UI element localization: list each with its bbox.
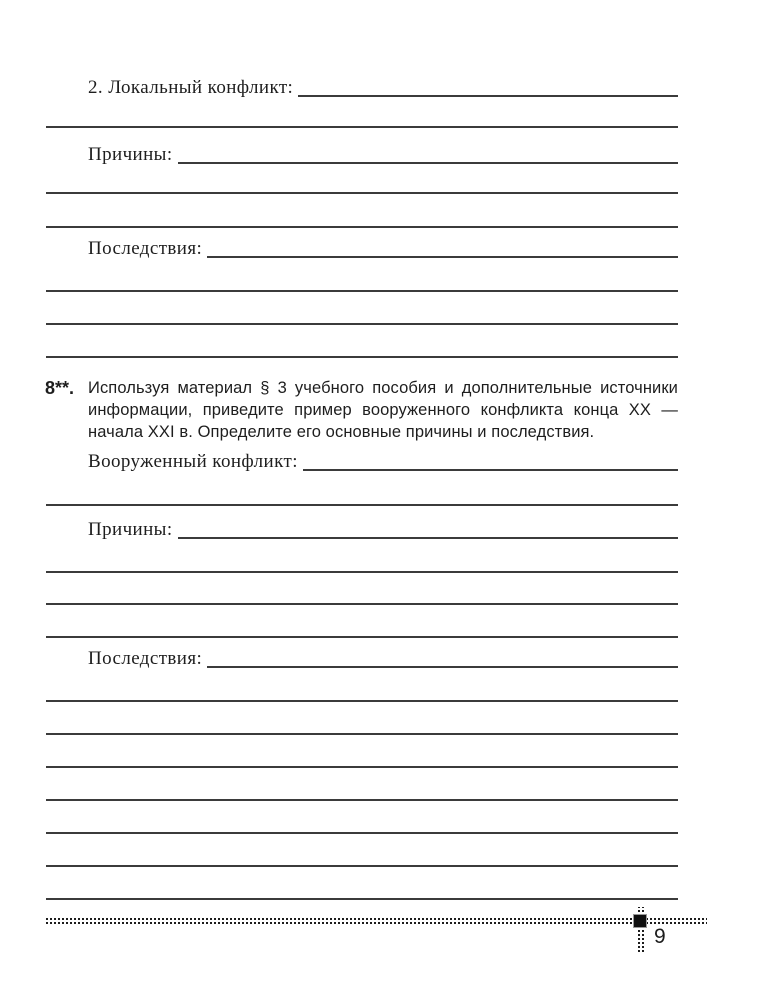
task-consequences-write-line (207, 666, 678, 668)
blank-write-line (46, 700, 678, 702)
blank-write-line (46, 636, 678, 638)
footer-square-ornament (633, 914, 647, 928)
armed-conflict-write-line (303, 469, 678, 471)
blank-write-line (46, 865, 678, 867)
task-consequences-row (46, 648, 678, 670)
local-consequences-label: Последствия: (88, 238, 203, 259)
footer-dotted-rule (46, 918, 707, 924)
task-consequences-label: Последствия: (88, 648, 203, 669)
armed-conflict-label: Вооруженный конфликт: (88, 451, 298, 472)
local-conflict-row (46, 77, 678, 99)
blank-write-line (46, 799, 678, 801)
task-number: 8**. (45, 378, 75, 398)
blank-write-line (46, 898, 678, 900)
blank-write-line (46, 226, 678, 228)
blank-write-line (46, 832, 678, 834)
task-causes-label: Причины: (88, 519, 173, 540)
page-number: 9 (654, 925, 666, 948)
blank-write-line (46, 603, 678, 605)
task-causes-write-line (178, 537, 678, 539)
local-causes-row (46, 144, 678, 166)
local-conflict-write-line (298, 95, 678, 97)
local-causes-write-line (178, 162, 678, 164)
local-consequences-write-line (207, 256, 678, 258)
blank-write-line (46, 356, 678, 358)
blank-write-line (46, 571, 678, 573)
local-consequences-row (46, 238, 678, 260)
blank-write-line (46, 126, 678, 128)
armed-conflict-row (46, 451, 678, 473)
blank-write-line (46, 733, 678, 735)
task-causes-row (46, 519, 678, 541)
blank-write-line (46, 290, 678, 292)
local-conflict-label: 2. Локальный конфликт: (88, 77, 294, 98)
blank-write-line (46, 504, 678, 506)
task-instructions: Используя материал § 3 учебного пособия и дополнительные источники информации, приведите пример вооруженного конфликта конца XX — начала XXI в. Определите его основные причины и последствия. (88, 379, 678, 441)
blank-write-line (46, 192, 678, 194)
blank-write-line (46, 323, 678, 325)
blank-write-line (46, 766, 678, 768)
task-8 (45, 377, 678, 443)
local-causes-label: Причины: (88, 144, 173, 165)
